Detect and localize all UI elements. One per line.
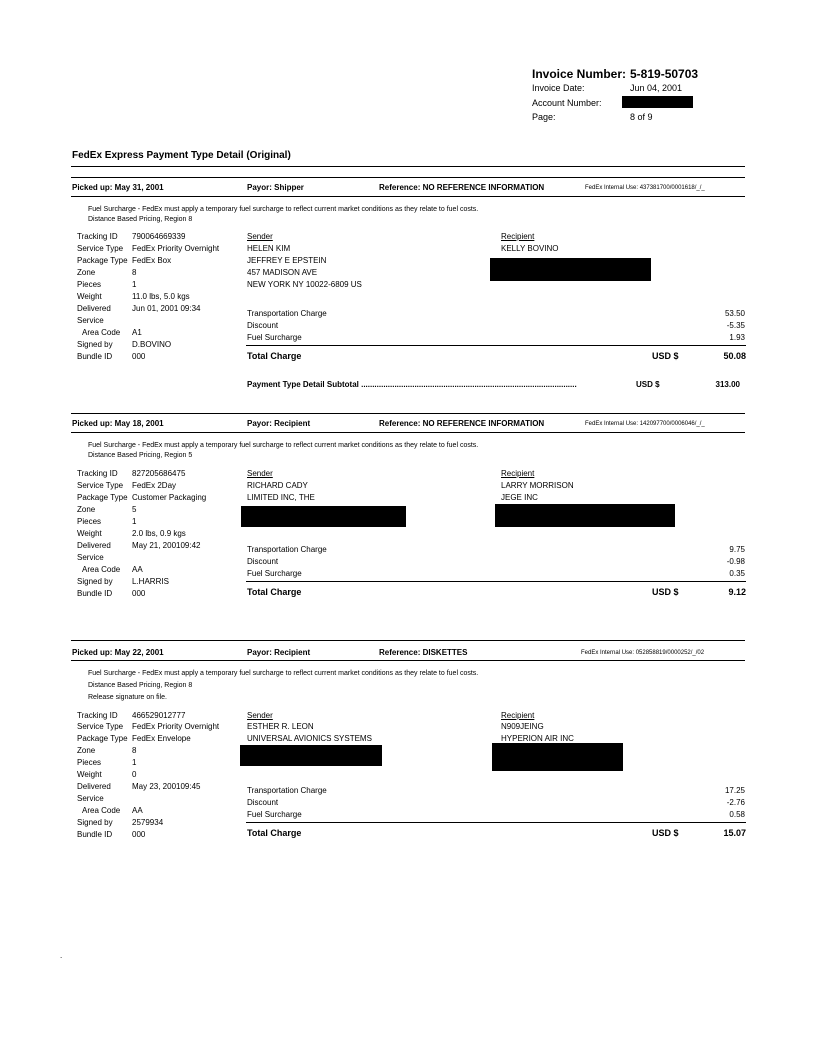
pieces: 1: [132, 758, 137, 767]
label-delivered: Delivered: [77, 304, 111, 313]
total-charge: 9.12: [728, 587, 746, 597]
sender-heading: Sender: [247, 469, 273, 478]
note-line: Distance Based Pricing, Region 5: [88, 452, 193, 459]
label-total-charge: Total Charge: [247, 587, 302, 597]
invoice-number-label: Invoice Number:: [532, 67, 627, 81]
internal-use: FedEx Internal Use: 437381700/0001618/_/_: [585, 185, 705, 191]
recipient-heading: Recipient: [501, 232, 535, 241]
bundle-id: 000: [132, 830, 146, 839]
redacted-recipient-address: [495, 504, 675, 527]
reference: Reference: NO REFERENCE INFORMATION: [379, 419, 545, 428]
fuel-surcharge: 0.35: [729, 569, 745, 578]
total-currency: USD $: [652, 828, 679, 838]
recipient-line: JEGE INC: [501, 493, 538, 502]
label-service: Service: [77, 553, 104, 562]
weight: 0: [132, 770, 137, 779]
discount: -0.98: [726, 557, 745, 566]
label-service-type: Service Type: [77, 244, 124, 253]
label-transportation-charge: Transportation Charge: [247, 545, 327, 554]
divider: [71, 640, 745, 641]
signed-by: 2579934: [132, 818, 164, 827]
label-transportation-charge: Transportation Charge: [247, 786, 327, 795]
label-discount: Discount: [247, 321, 279, 330]
service-type: FedEx Priority Overnight: [132, 722, 220, 731]
divider: [71, 432, 745, 433]
transportation-charge: 9.75: [729, 545, 745, 554]
note-line: Fuel Surcharge - FedEx must apply a temporary fuel surcharge to reflect current market conditions as they relate to fuel costs.: [88, 670, 479, 677]
label-area-code: Area Code: [82, 806, 121, 815]
sender-line: 457 MADISON AVE: [247, 268, 318, 277]
discount: -5.35: [726, 321, 745, 330]
area-code: AA: [132, 806, 143, 815]
recipient-line: N909JEING: [501, 722, 544, 731]
label-package-type: Package Type: [77, 256, 128, 265]
pieces: 1: [132, 517, 137, 526]
label-tracking-id: Tracking ID: [77, 711, 118, 720]
note-line: Fuel Surcharge - FedEx must apply a temporary fuel surcharge to reflect current market conditions as they relate to fuel costs.: [88, 206, 479, 213]
page-title: FedEx Express Payment Type Detail (Original): [72, 150, 291, 161]
area-code: A1: [132, 328, 142, 337]
zone: 5: [132, 505, 137, 514]
internal-use: FedEx Internal Use: 142097700/0006046/_/_: [585, 421, 705, 427]
redacted-recipient-address: [490, 258, 651, 281]
divider: [71, 660, 745, 661]
label-fuel-surcharge: Fuel Surcharge: [247, 569, 302, 578]
internal-use: FedEx Internal Use: 052858819/0000252/_/02: [581, 650, 705, 656]
note-line: Distance Based Pricing, Region 8: [88, 682, 193, 689]
transportation-charge: 17.25: [724, 786, 745, 795]
label-zone: Zone: [77, 505, 96, 514]
label-signed-by: Signed by: [77, 340, 113, 349]
sender-heading: Sender: [247, 711, 273, 720]
discount: -2.76: [726, 798, 745, 807]
label-bundle-id: Bundle ID: [77, 352, 113, 361]
label-service-type: Service Type: [77, 722, 124, 731]
label-bundle-id: Bundle ID: [77, 830, 113, 839]
payor: Payor: Shipper: [247, 183, 304, 192]
label-tracking-id: Tracking ID: [77, 469, 118, 478]
label-pieces: Pieces: [77, 280, 102, 289]
redacted-sender-address: [240, 745, 382, 766]
area-code: AA: [132, 565, 143, 574]
bundle-id: 000: [132, 589, 146, 598]
divider: [71, 166, 745, 167]
recipient-heading: Recipient: [501, 711, 535, 720]
total-charge: 50.08: [723, 351, 746, 361]
tracking-id: 790064669339: [132, 232, 186, 241]
invoice-date-label: Invoice Date:: [532, 83, 585, 93]
reference: Reference: DISKETTES: [379, 648, 468, 657]
sender-line: JEFFREY E EPSTEIN: [247, 256, 327, 265]
zone: 8: [132, 746, 137, 755]
divider: [246, 345, 746, 346]
subtotal-value: 313.00: [715, 380, 740, 389]
delivered: Jun 01, 2001 09:34: [132, 304, 201, 313]
sender-line: RICHARD CADY: [247, 481, 308, 490]
label-total-charge: Total Charge: [247, 351, 302, 361]
label-service: Service: [77, 316, 104, 325]
label-tracking-id: Tracking ID: [77, 232, 118, 241]
bundle-id: 000: [132, 352, 146, 361]
signed-by: L.HARRIS: [132, 577, 169, 586]
label-bundle-id: Bundle ID: [77, 589, 113, 598]
total-currency: USD $: [652, 587, 679, 597]
label-package-type: Package Type: [77, 734, 128, 743]
label-pieces: Pieces: [77, 517, 102, 526]
recipient-line: LARRY MORRISON: [501, 481, 574, 490]
total-charge: 15.07: [723, 828, 746, 838]
subtotal-label: Payment Type Detail Subtotal .................................................................................................: [247, 380, 577, 389]
account-number-label: Account Number:: [532, 98, 602, 108]
zone: 8: [132, 268, 137, 277]
sender-line: HELEN KIM: [247, 244, 291, 253]
payor: Payor: Recipient: [247, 419, 311, 428]
divider: [71, 177, 745, 178]
delivered: May 21, 200109:42: [132, 541, 201, 550]
label-discount: Discount: [247, 798, 279, 807]
label-weight: Weight: [77, 770, 102, 779]
fuel-surcharge: 1.93: [729, 333, 745, 342]
label-fuel-surcharge: Fuel Surcharge: [247, 810, 302, 819]
transportation-charge: 53.50: [724, 309, 745, 318]
label-transportation-charge: Transportation Charge: [247, 309, 327, 318]
sender-heading: Sender: [247, 232, 273, 241]
sender-line: UNIVERSAL AVIONICS SYSTEMS: [247, 734, 372, 743]
recipient-line: KELLY BOVINO: [501, 244, 559, 253]
tracking-id: 827205686475: [132, 469, 186, 478]
label-total-charge: Total Charge: [247, 828, 302, 838]
label-package-type: Package Type: [77, 493, 128, 502]
label-service: Service: [77, 794, 104, 803]
picked-up-date: Picked up: May 18, 2001: [72, 419, 164, 428]
redacted-recipient-address: [492, 743, 623, 771]
label-discount: Discount: [247, 557, 279, 566]
sender-line: NEW YORK NY 10022-6809 US: [247, 280, 362, 289]
label-service-type: Service Type: [77, 481, 124, 490]
reference: Reference: NO REFERENCE INFORMATION: [379, 183, 545, 192]
invoice-number: 5-819-50703: [630, 67, 699, 81]
label-area-code: Area Code: [82, 328, 121, 337]
label-weight: Weight: [77, 292, 102, 301]
redacted-sender-address: [241, 506, 406, 527]
note-line: Fuel Surcharge - FedEx must apply a temporary fuel surcharge to reflect current market conditions as they relate to fuel costs.: [88, 442, 479, 449]
divider: [71, 196, 745, 197]
package-type: FedEx Box: [132, 256, 172, 265]
page-value: 8 of 9: [630, 112, 653, 122]
payor: Payor: Recipient: [247, 648, 311, 657]
sender-line: LIMITED INC, THE: [247, 493, 315, 502]
subtotal-currency: USD $: [636, 380, 660, 389]
label-weight: Weight: [77, 529, 102, 538]
fuel-surcharge: 0.58: [729, 810, 745, 819]
label-area-code: Area Code: [82, 565, 121, 574]
label-signed-by: Signed by: [77, 818, 113, 827]
label-zone: Zone: [77, 268, 96, 277]
sender-line: ESTHER R. LEON: [247, 722, 314, 731]
divider: [71, 413, 745, 414]
label-fuel-surcharge: Fuel Surcharge: [247, 333, 302, 342]
total-currency: USD $: [652, 351, 679, 361]
signed-by: D.BOVINO: [132, 340, 172, 349]
note-line: Distance Based Pricing, Region 8: [88, 216, 193, 223]
picked-up-date: Picked up: May 31, 2001: [72, 183, 164, 192]
weight: 2.0 lbs, 0.9 kgs: [132, 529, 186, 538]
label-pieces: Pieces: [77, 758, 102, 767]
delivered: May 23, 200109:45: [132, 782, 201, 791]
divider: [246, 822, 746, 823]
service-type: FedEx 2Day: [132, 481, 177, 490]
package-type: Customer Packaging: [132, 493, 207, 502]
label-delivered: Delivered: [77, 782, 111, 791]
invoice-date: Jun 04, 2001: [630, 83, 683, 93]
picked-up-date: Picked up: May 22, 2001: [72, 648, 164, 657]
note-line: Release signature on file.: [88, 694, 167, 701]
weight: 11.0 lbs, 5.0 kgs: [132, 292, 190, 301]
redacted-account-number: [622, 96, 693, 108]
tracking-id: 466529012777: [132, 711, 186, 720]
recipient-line: HYPERION AIR INC: [501, 734, 574, 743]
page-label: Page:: [532, 112, 556, 122]
label-delivered: Delivered: [77, 541, 111, 550]
divider: [246, 581, 746, 582]
label-signed-by: Signed by: [77, 577, 113, 586]
pieces: 1: [132, 280, 137, 289]
package-type: FedEx Envelope: [132, 734, 191, 743]
service-type: FedEx Priority Overnight: [132, 244, 220, 253]
label-zone: Zone: [77, 746, 96, 755]
recipient-heading: Recipient: [501, 469, 535, 478]
footer-mark: .: [60, 951, 63, 960]
